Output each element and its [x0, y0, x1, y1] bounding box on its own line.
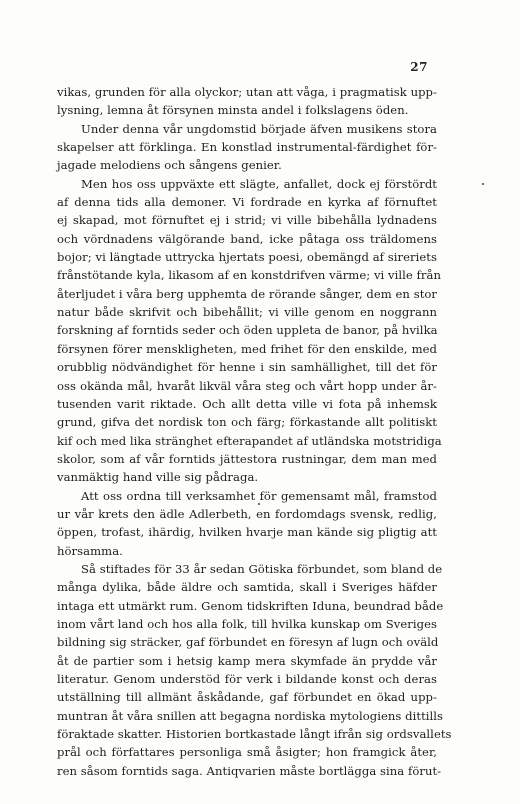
- text-line: natur både skrifvit och bibehållit; vi ville genom en noggrann: [57, 305, 437, 320]
- text-line: lysning, lemna åt försynen minsta andel i folkslagens öden.: [57, 103, 409, 118]
- text-line: skolor, som af vår forntids jättestora rustningar, dem man med: [57, 451, 437, 466]
- text-line: Men hos oss uppväxte ett slägte, anfallet, dock ej förstördt: [81, 176, 437, 191]
- text-line: prål och författares personliga små åsigter; hon framgick åter,: [57, 745, 437, 760]
- text-line: återljudet i våra berg upphemta de rörande sånger, dem en stor: [57, 286, 438, 301]
- text-line: öppen, trofast, ihärdig, hvilken hvarje man kände sig pligtig att: [57, 525, 437, 540]
- text-line: skapelser att förklinga. En konstlad instrumental-färdighet för-: [57, 140, 437, 155]
- text-line: försynen förer menskligheten, med frihet för den enskilde, med: [57, 341, 437, 356]
- text-line: Under denna vår ungdomstid började äfven musikens stora: [81, 121, 437, 136]
- text-line: Att oss ordna till verksamhet för gemensamt mål, framstod: [81, 488, 437, 503]
- stray-ink-mark: [482, 183, 484, 185]
- text-line: af denna tids alla demoner. Vi fordrade en kyrka af förnuftet: [57, 195, 437, 210]
- text-line: forskning af forntids seder och öden uppleta de banor, på hvilka: [57, 323, 438, 338]
- page-number: 27: [410, 60, 428, 74]
- text-line: bildning sig sträcker, gaf förbundet en föresyn af lugn och oväld: [57, 635, 439, 650]
- text-line: föraktade skatter. Historien bortkastade långt ifrån sig ordsvallets: [57, 727, 452, 742]
- text-line: inom vårt land och hos alla folk, till hvilka kunskap om Sveriges: [57, 616, 437, 631]
- text-line: och vördnadens välgörande band, icke påtaga oss träldomens: [57, 231, 437, 246]
- text-line: muntran åt våra snillen att begagna nordiska mytologiens dittills: [57, 708, 444, 723]
- text-line: grund, gifva det nordisk ton och färg; förkastande allt politiskt: [57, 415, 437, 430]
- text-line: utställning till allmänt åskådande, gaf förbundet en ökad upp-: [57, 690, 437, 705]
- text-line: oss okända mål, hvaråt likväl våra steg och vårt hopp under år-: [57, 378, 437, 393]
- text-line: hörsamma.: [57, 543, 123, 558]
- stray-ink-mark: [258, 503, 260, 505]
- text-line: ren såsom forntids saga. Antiqvarien måste bortlägga sina förut-: [57, 763, 442, 778]
- text-line: orubblig nödvändighet för henne i sin samhällighet, till det för: [57, 360, 437, 375]
- body-text: [57, 83, 452, 780]
- text-line: jagade melodiens och sångens genier.: [57, 158, 282, 173]
- text-line: Så stiftades för 33 år sedan Götiska förbundet, som bland de: [81, 561, 443, 576]
- text-line: vikas, grunden för alla olyckor; utan att våga, i pragmatisk upp-: [57, 85, 437, 99]
- text-line: ur vår krets den ädle Adlerbeth, en fordomdags svensk, redlig,: [57, 506, 437, 521]
- text-line: kif och med lika stränghet efterapandet af utländska motstridiga: [57, 433, 442, 448]
- text-line: tusenden varit riktade. Och allt detta ville vi fota på inhemsk: [57, 396, 437, 411]
- text-line: frånstötande kyla, likasom af en konstdrifven värme; vi ville från: [57, 268, 441, 283]
- text-line: literatur. Genom understöd för verk i bildande konst och deras: [57, 672, 437, 686]
- text-line: ej skapad, mot förnuftet ej i strid; vi ville bibehålla lydnadens: [57, 213, 437, 228]
- text-line: bojor; vi längtade uttrycka hjertats poesi, obemängd af sireriets: [57, 250, 437, 265]
- text-line: många dylika, både äldre och samtida, skall i Sveriges häfder: [57, 580, 437, 595]
- text-line: vanmäktig hand ville sig pådraga.: [57, 470, 259, 485]
- text-line: åt de partier som i hetsig kamp mera skymfade än prydde vår: [57, 653, 437, 668]
- text-line: intaga ett utmärkt rum. Genom tidskriften Iduna, beundrad både: [57, 598, 444, 613]
